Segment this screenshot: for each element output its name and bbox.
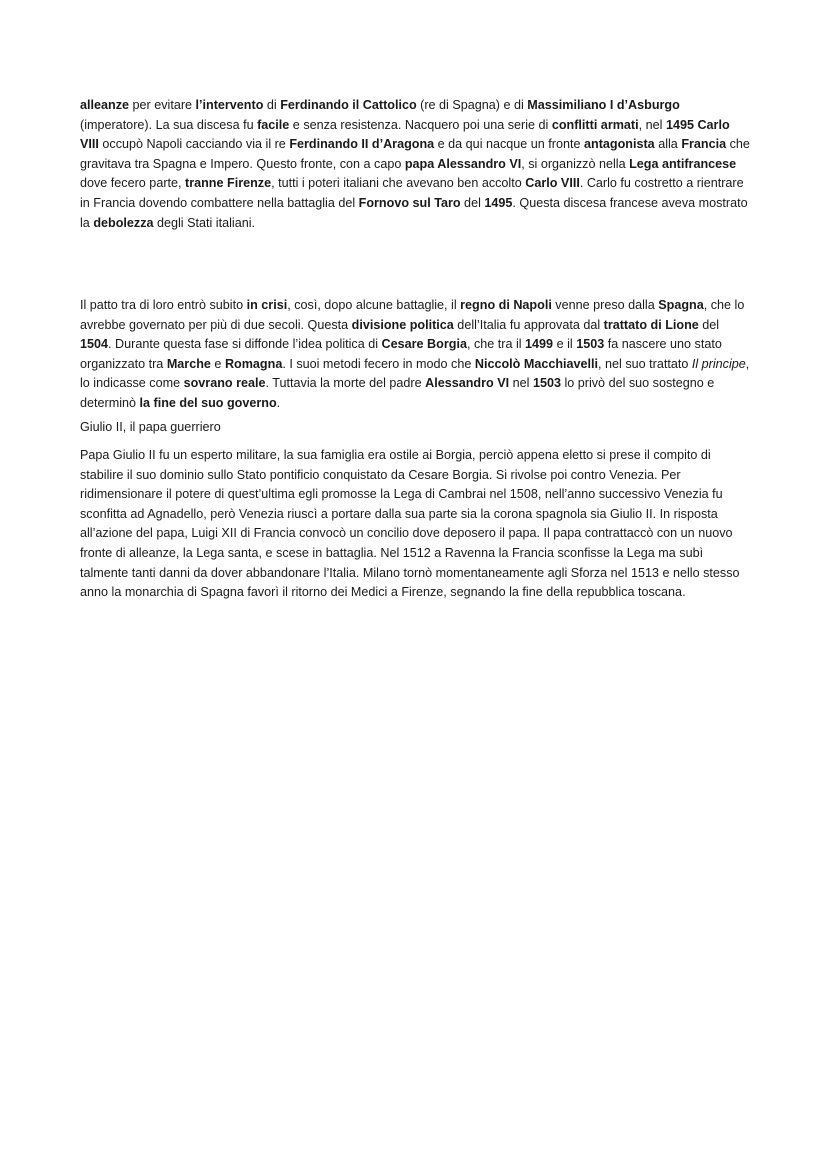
text-run: e il: [553, 337, 577, 352]
text-run: e: [210, 356, 225, 371]
text-run: (re di Spagna) e di: [416, 98, 528, 112]
text-run: di: [263, 98, 281, 112]
bold-text: Marche: [166, 356, 211, 371]
text-run: e da qui nacque un fronte: [434, 137, 585, 152]
bold-text: Lega antifrancese: [629, 156, 737, 171]
text-run: degli Stati italiani.: [153, 215, 256, 230]
bold-text: 1495: [484, 195, 513, 210]
bold-text: Francia: [681, 137, 727, 152]
bold-text: la fine del suo governo: [139, 395, 277, 410]
text-run: . Questa discesa francese aveva mostrato la: [80, 195, 748, 230]
bold-text: 1504: [80, 337, 109, 352]
bold-text: Niccolò Macchiavelli: [474, 356, 599, 371]
text-run: nel: [509, 376, 533, 391]
bold-text: Romagna: [224, 356, 283, 371]
text-run: , tutti i poteri italiani che avevano ben accolto: [271, 176, 526, 191]
text-run: , lo indicasse come: [80, 356, 750, 391]
paragraph-3: Papa Giulio II fu un esperto militare, la sua famiglia era ostile ai Borgia, perciò appena eletto si prese il compito di stabilire il suo dominio sullo Stato pontificio conquistato da Cesare Borgia. Si rivolse poi contro Venezia. Per ridimensionare il potere di quest’ultima egli promosse la Lega di Cambrai nel 1508, nell’anno successivo Venezia fu sconfitta ad Agnadello, però Venezia riuscì a portare dalla sua parte sia la corona spagnola sia Giulio II. In risposta all’azione del papa, Luigi XII di Francia convocò un concilio dove deposero il papa. Il papa contrattaccò con un nuovo fronte di alleanze, la Lega santa, e scese in battaglia. Nel 1512 a Ravenna la Francia sconfisse la Lega ma subì talmente tanti danni da dover abbandonare l’Italia. Milano tornò momentaneamente agli Sforza nel 1513 e nello stesso anno la monarchia di Spagna favorì il ritorno dei Medici a Firenze, segnando la fine della repubblica toscana.: [80, 448, 740, 600]
text-run: . I suoi metodi fecero in modo che: [282, 356, 475, 371]
text-run: e senza resistenza. Nacquero poi una serie di: [289, 117, 552, 132]
text-run: , si organizzò nella: [521, 156, 630, 171]
bold-text: alleanze: [80, 98, 130, 112]
text-run: fa nascere uno stato organizzato tra: [80, 337, 722, 371]
text-run: . Durante questa fase si diffonde l’idea politica di: [108, 337, 382, 352]
text-run: occupò Napoli cacciando via il re: [98, 137, 290, 152]
bold-text: Alessandro VI: [425, 376, 510, 391]
text-run: , nel suo trattato: [598, 356, 692, 371]
bold-text: 1495 Carlo VIII: [80, 117, 730, 152]
text-run: che gravitava tra Spagna e Impero. Questo fronte, con a capo: [80, 137, 750, 171]
bold-text: in crisi: [246, 298, 288, 312]
text-run: venne preso dalla: [551, 298, 659, 312]
text-run: del: [698, 317, 720, 332]
bold-text: sovrano reale: [183, 376, 266, 391]
bold-text: Spagna: [658, 298, 704, 312]
text-run: . Tuttavia la morte del padre: [265, 376, 426, 391]
bold-text: Cesare Borgia: [381, 337, 467, 352]
bold-text: trattato di Lione: [603, 317, 699, 332]
bold-text: Carlo VIII: [525, 176, 580, 191]
text-run: dell’Italia fu approvata dal: [453, 317, 604, 332]
bold-text: Massimiliano I d’Asburgo: [527, 98, 680, 112]
text-run: . Carlo fu costretto a rientrare in Francia dovendo combattere nella battaglia del: [80, 176, 744, 210]
text-run: Il patto tra di loro entrò subito: [80, 298, 247, 312]
text-run: , così, dopo alcune battaglie, il: [287, 298, 461, 312]
bold-text: facile: [257, 117, 290, 132]
text-run: dove fecero parte,: [80, 176, 186, 191]
bold-text: l’intervento: [195, 98, 264, 112]
section-heading: Giulio II, il papa guerriero: [80, 420, 221, 434]
paragraph-1: [80, 96, 752, 233]
bold-text: debolezza: [93, 215, 154, 230]
bold-text: 1503: [576, 337, 605, 352]
bold-text: antagonista: [584, 137, 655, 152]
text-run: lo privò del suo sostegno e determinò: [80, 376, 715, 410]
italic-text: Il principe: [691, 356, 746, 371]
text-run: (imperatore). La sua discesa fu: [80, 117, 258, 132]
text-run: alla: [654, 137, 682, 152]
text-run: .: [276, 395, 281, 410]
bold-text: regno di Napoli: [460, 298, 552, 312]
bold-text: Fornovo sul Taro: [358, 195, 461, 210]
bold-text: conflitti armati: [551, 117, 639, 132]
bold-text: papa Alessandro VI: [404, 156, 522, 171]
paragraph-2: [80, 296, 752, 414]
text-run: , che lo avrebbe governato per più di due secoli. Questa: [80, 298, 745, 332]
text-run: del: [460, 195, 485, 210]
text-run: per evitare: [129, 98, 196, 112]
bold-text: tranne Firenze: [185, 176, 272, 191]
text-run: , che tra il: [466, 337, 526, 352]
bold-text: Ferdinando il Cattolico: [280, 98, 417, 112]
bold-text: Ferdinando II d’Aragona: [289, 137, 435, 152]
text-run: , nel: [638, 117, 666, 132]
bold-text: 1499: [525, 337, 554, 352]
bold-text: 1503: [532, 376, 561, 391]
bold-text: divisione politica: [351, 317, 454, 332]
